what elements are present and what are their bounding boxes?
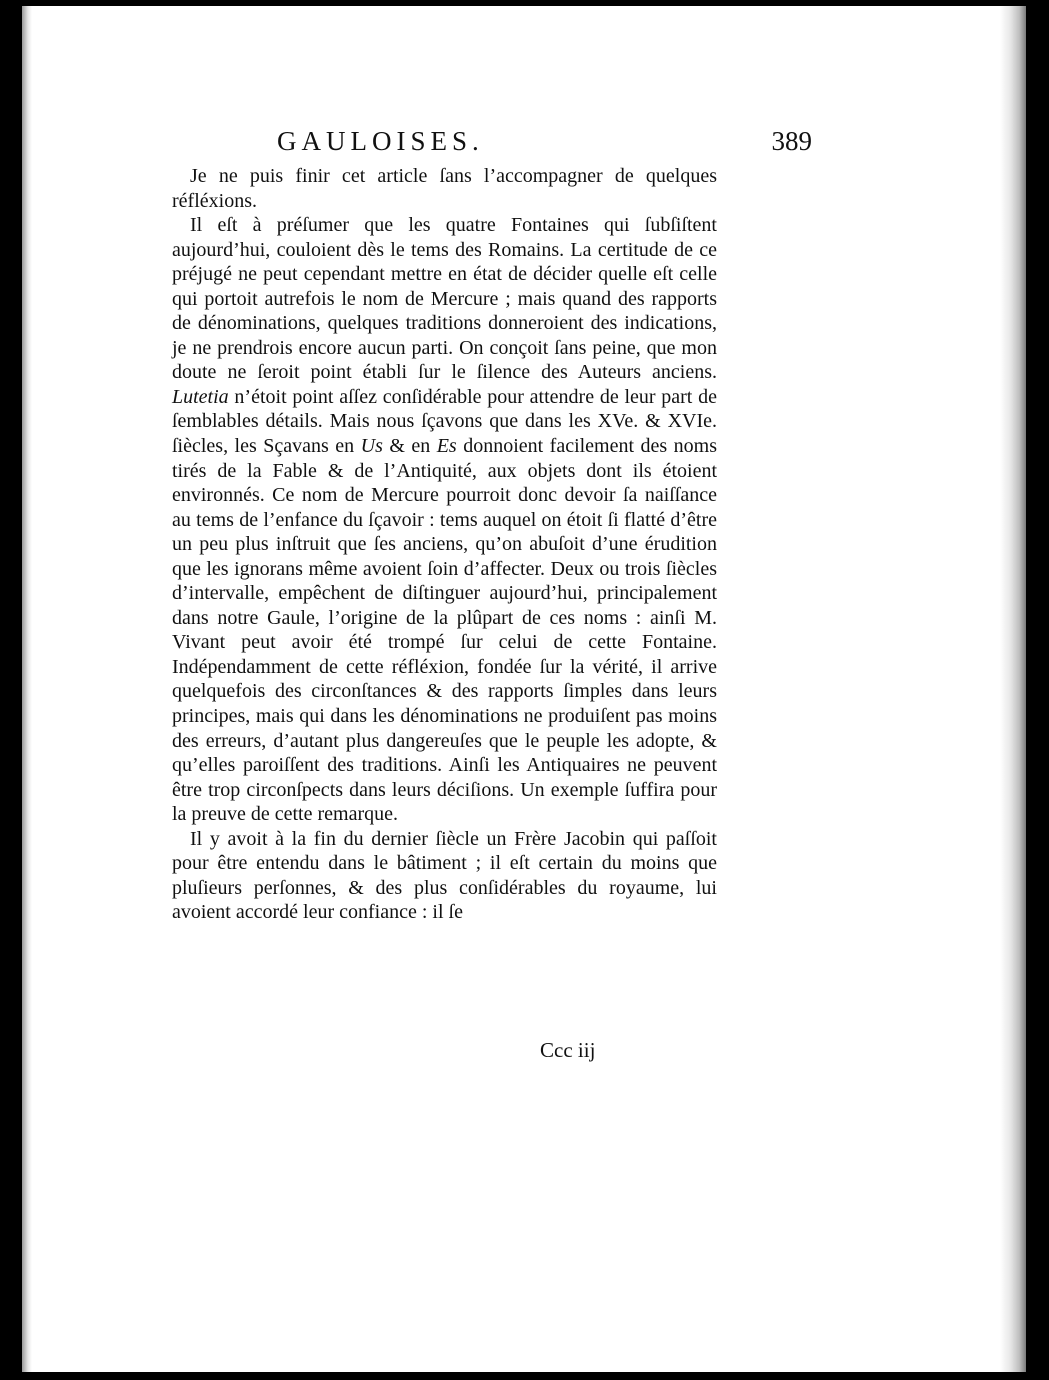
italic-us: Us <box>360 435 383 458</box>
page-left-edge <box>22 6 32 1372</box>
italic-lutetia: Lutetia <box>172 385 229 408</box>
paragraph-1: Je ne puis finir cet article ſans l’accompagner de quelques réfléxions. <box>172 165 717 212</box>
page-number: 389 <box>771 126 812 156</box>
paragraph-2-start: Il eſt à préſumer que les quatre Fontaines qui ſubſiſtent aujourd’hui, couloient dès le tems des Romains. La certitude de ce préjugé ne peut cependant mettre en état de décider quelle eſt celle qui portoit autrefois le nom de Mercure ; mais quand des rapports de dénominations, quelques traditions donneroient des indications, je ne prendrois encore aucun parti. On conçoit ſans peine, que mon doute ne ſeroit point établi ſur le ſilence des Auteurs anciens. <box>172 214 717 384</box>
signature-mark: Ccc iij <box>540 1038 596 1062</box>
body-text <box>172 164 717 925</box>
paragraph-2 <box>172 213 717 827</box>
paragraph-2-text-1: n’étoit point aſſez conſidérable pour attendre de leur part de ſemblables détails. Mais nous ſçavons que dans les XVe. & XVIe. ſiècles, les Sçavans en <box>172 385 717 458</box>
running-title: GAULOISES. <box>277 126 484 156</box>
paragraph-2-text-3: donnoient facilement des noms tirés de la Fable & de l’Antiquité, aux objets dont ils étoient environnés. Ce nom de Mercure pourroit donc devoir ſa naiſſance au tems de l’enfance du ſçavoir : tems auquel on étoit ſi flatté d’être un peu plus inſtruit que ſes anciens, qu’on abuſoit d’une érudition que les ignorans même avoient ſoin d’affecter. Deux ou trois ſiècles d’intervalle, empêchent de diſtinguer aujourd’hui, principalement dans notre Gaule, l’origine de la plûpart de ces noms : ainſi M. Vivant peut avoir été trompé ſur celui de cette Fontaine. Indépendamment de cette réfléxion, fondée ſur la vérité, il arrive quelquefois des circonſtances & des rapports ſimples dans leurs principes, mais qui dans les dénominations ne produiſent pas moins des erreurs, d’autant plus dangereuſes que le peuple les adopte, & qu’elles paroiſſent des traditions. Ainſi les Antiquaires ne peuvent être trop circonſpects dans leurs déciſions. Un exemple ſuffira pour la preuve de cette remarque. <box>172 435 718 826</box>
book-page <box>22 6 1026 1372</box>
paragraph-3: Il y avoit à la fin du dernier ſiècle un Frère Jacobin qui paſſoit pour être entendu dans le bâtiment ; il eſt certain du moins que pluſieurs perſonnes, & des plus conſidérables du royaume, lui avoient accordé leur confiance : il ſe <box>172 827 717 924</box>
italic-es: Es <box>436 435 457 458</box>
paragraph-2-text-2: & en <box>382 435 437 458</box>
page-right-edge <box>1000 6 1026 1372</box>
